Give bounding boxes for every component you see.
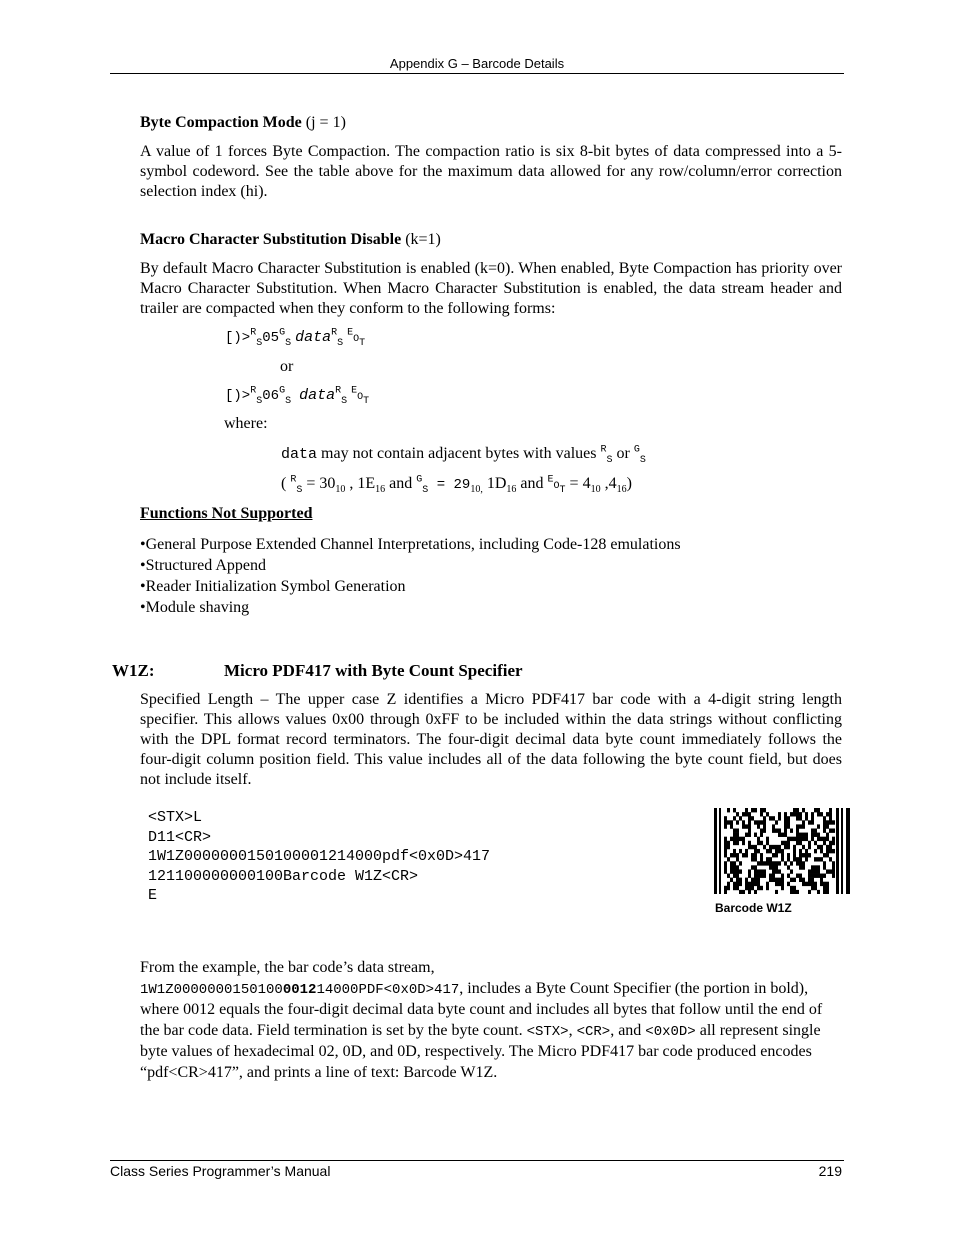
barcode-caption: Barcode W1Z bbox=[715, 901, 792, 915]
functions-item: •Module shaving bbox=[140, 599, 250, 616]
w1z-title: Micro PDF417 with Byte Count Specifier bbox=[224, 661, 523, 680]
macro-note: data may not contain adjacent bytes with values $^R_S$ or $^G_S$ bbox=[281, 444, 646, 467]
explanation-paragraph: From the example, the bar code’s data stream, 1W1Z0000000150100001214000PDF<0x0D>417, includes a Byte Count Specifier (the portion in bold), where 0012 equals the four-digit decimal data byte count and includes all bytes that follow until the end of the bar code data. Field termination is set by the byte count. <STX>, <CR>, and <0x0D> all represent single byte values of hexadecimal 02, 0D, and 0D, respectively. The Micro PDF417 bar code produced encodes “pdf<CR>417”, and prints a line of text: Barcode W1Z. bbox=[140, 959, 823, 1081]
header-rule bbox=[110, 73, 844, 74]
functions-item: •Structured Append bbox=[140, 557, 267, 574]
micro-pdf417-barcode-image bbox=[714, 808, 850, 894]
byte-compaction-body: A value of 1 forces Byte Compaction. The compaction ratio is six 8-bit bytes of data compressed into a 5-symbol codeword. See the table above for the maximum data allowed for any row/column/error correction selection index (hi). bbox=[140, 143, 842, 200]
byte-compaction-title: Byte Compaction Mode bbox=[140, 114, 302, 131]
code-line: 121100000000100Barcode W1Z<CR> bbox=[148, 867, 419, 885]
functions-heading: Functions Not Supported bbox=[140, 505, 313, 522]
byte-compaction-heading bbox=[140, 113, 346, 133]
footer-rule bbox=[110, 1160, 844, 1161]
functions-list bbox=[140, 534, 681, 618]
macro-param: (k=1) bbox=[401, 231, 441, 248]
functions-item: •General Purpose Extended Channel Interpretations, including Code-128 emulations bbox=[140, 536, 681, 553]
macro-body: By default Macro Character Substitution is enabled (k=0). When enabled, Byte Compaction has priority over Macro Character Substitution. When Macro Character Substitution is enabled, the data stream header and trailer are compacted when they conform to the following forms: bbox=[140, 260, 842, 317]
running-header: Appendix G – Barcode Details bbox=[389, 56, 565, 71]
w1z-body: Specified Length – The upper case Z identifies a Micro PDF417 bar code with a 4-digit string length specifier. This allows values 0x00 through 0xFF to be included within the data strings without conflicting with the DPL format record terminators. The four-digit decimal data byte count immediately follows the four-digit column position field. This value includes all of the data following the byte count field, but does not include itself. bbox=[140, 691, 842, 788]
functions-item: •Reader Initialization Symbol Generation bbox=[140, 578, 406, 595]
macro-values: ( $^R_S = 30_{10}$ , $1E_{16}$ and $^G_S = 29_{10,}$ $1D_{16}$ and $^EO_T = 4_{10}$ $,4_{16}$) bbox=[281, 474, 632, 497]
code-line: <STX>L bbox=[148, 809, 203, 826]
macro-or: or bbox=[280, 358, 294, 375]
w1z-example-code bbox=[148, 808, 490, 906]
footer-page-number: 219 bbox=[818, 1163, 842, 1179]
byte-compaction-param: (j = 1) bbox=[301, 114, 346, 131]
macro-where: where: bbox=[224, 415, 268, 432]
code-line: E bbox=[148, 887, 158, 904]
macro-title: Macro Character Substitution Disable bbox=[140, 231, 402, 248]
macro-form-1: $[)>^R_S05^G_S$ data$^R_S$ $^EO_T$ bbox=[225, 327, 366, 350]
w1z-code: W1Z: bbox=[112, 661, 155, 680]
code-line: 1W1Z0000000150100001214000pdf<0x0D>417 bbox=[148, 848, 491, 865]
code-line: D11<CR> bbox=[148, 828, 212, 846]
macro-form-2: $[)>^R_S06^G_S$ data$^R_S$ $^EO_T$ bbox=[225, 385, 370, 408]
macro-heading bbox=[140, 230, 441, 250]
footer-manual-title: Class Series Programmer’s Manual bbox=[110, 1163, 331, 1179]
